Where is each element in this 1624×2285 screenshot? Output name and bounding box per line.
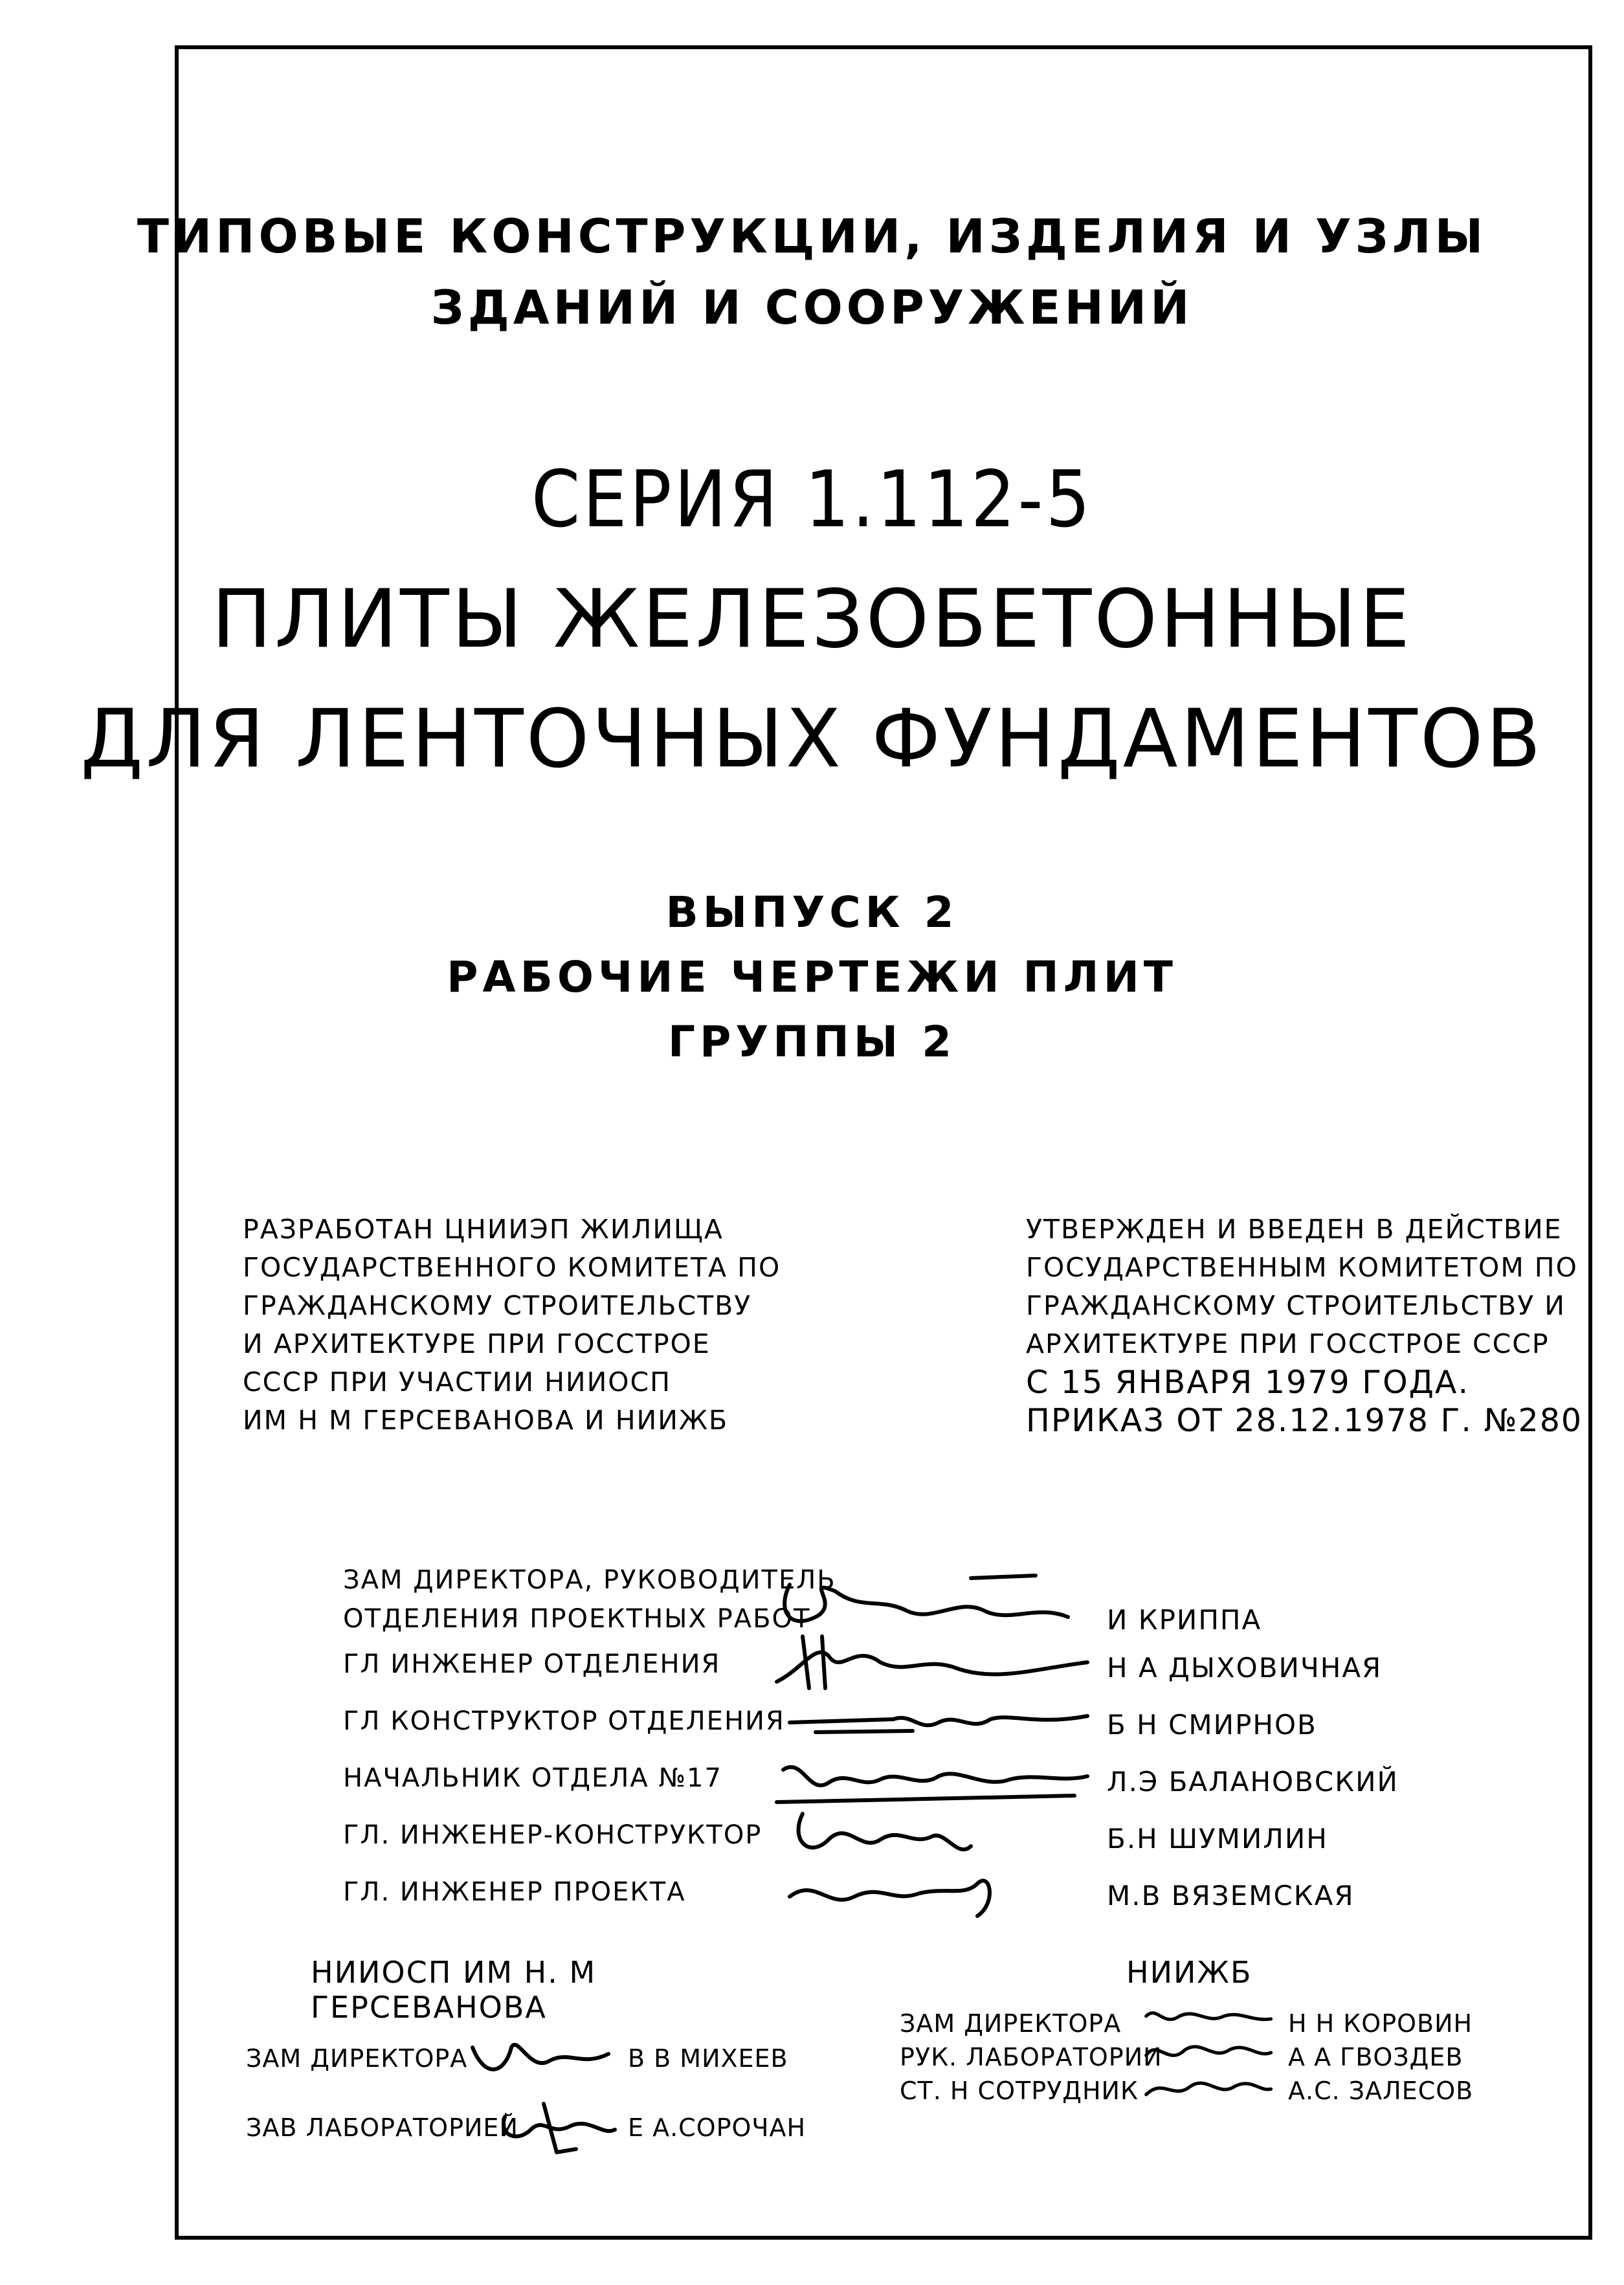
niizhb-block xyxy=(900,1955,1547,2110)
handwritten-signature xyxy=(1133,2067,1282,2106)
handwritten-signature xyxy=(492,2097,647,2156)
developed-line: ГОСУДАРСТВЕННОГО КОМИТЕТА ПО xyxy=(243,1252,781,1283)
signature-role: ГЛ ИНЖЕНЕР ОТДЕЛЕНИЯ xyxy=(343,1649,721,1679)
signature-table xyxy=(343,1565,1476,1934)
series-title-block xyxy=(0,440,1624,799)
issue-subtitle-2: ГРУППЫ 2 xyxy=(667,1017,957,1067)
series-title-line-2: ДЛЯ ЛЕНТОЧНЫХ ФУНДАМЕНТОВ xyxy=(80,693,1544,786)
signature-role: ЗАМ ДИРЕКТОРА xyxy=(900,2009,1122,2038)
issue-number: ВЫПУСК 2 xyxy=(665,887,959,937)
signature-row xyxy=(343,1877,1476,1934)
signature-role: ЗАМ ДИРЕКТОРА, РУКОВОДИТЕЛЬ ОТДЕЛЕНИЯ ПРОЕКТНЫХ РАБОТ xyxy=(343,1565,836,1634)
signatory-name: Л.Э БАЛАНОВСКИЙ xyxy=(1107,1766,1399,1798)
approved-date: С 15 ЯНВАРЯ 1979 ГОДА. xyxy=(1026,1364,1470,1401)
approved-order: ПРИКАЗ ОТ 28.12.1978 Г. №280 xyxy=(1026,1402,1583,1439)
handwritten-signature xyxy=(764,1858,1100,1923)
signature-role: ГЛ КОНСТРУКТОР ОТДЕЛЕНИЯ xyxy=(343,1706,785,1736)
handwritten-signature xyxy=(764,1630,1100,1695)
handwritten-signature xyxy=(466,2028,621,2086)
signatory-name: А.С. ЗАЛЕСОВ xyxy=(1288,2077,1474,2105)
signatory-name: Н Н КОРОВИН xyxy=(1288,2009,1473,2038)
signatory-name: В В МИХЕЕВ xyxy=(628,2044,788,2073)
signature-role: РУК. ЛАБОРАТОРИИ xyxy=(900,2043,1162,2071)
signature-role: ЗАВ ЛАБОРАТОРИЕЙ xyxy=(246,2113,518,2142)
signatory-name: Б Н СМИРНОВ xyxy=(1107,1709,1317,1741)
signature-role: ГЛ. ИНЖЕНЕР ПРОЕКТА xyxy=(343,1877,686,1907)
approved-line: АРХИТЕКТУРЕ ПРИ ГОССТРОЕ СССР xyxy=(1026,1328,1550,1359)
signatory-name: Е А.СОРОЧАН xyxy=(628,2113,806,2142)
institution-title: НИИОСП ИМ Н. М ГЕРСЕВАНОВА xyxy=(311,1955,597,2025)
signatory-name: А А ГВОЗДЕВ xyxy=(1288,2043,1463,2071)
handwritten-signature xyxy=(1133,2033,1282,2072)
issue-block xyxy=(0,880,1624,1075)
signature-row xyxy=(246,2113,829,2167)
header-line-2: ЗДАНИЙ И СООРУЖЕНИЙ xyxy=(430,280,1194,335)
approved-line: ГОСУДАРСТВЕННЫМ КОМИТЕТОМ ПО xyxy=(1026,1252,1578,1283)
approved-line: УТВЕРЖДЕН И ВВЕДЕН В ДЕЙСТВИЕ xyxy=(1026,1214,1563,1245)
signatory-name: Н А ДЫХОВИЧНАЯ xyxy=(1107,1652,1383,1684)
signature-role: ЗАМ ДИРЕКТОРА xyxy=(246,2044,468,2073)
developed-by-block xyxy=(243,1210,781,1440)
signature-role: СТ. Н СОТРУДНИК xyxy=(900,2077,1139,2105)
handwritten-signature xyxy=(764,1801,1100,1866)
catalog-header xyxy=(0,201,1624,343)
developed-line: И АРХИТЕКТУРЕ ПРИ ГОССТРОЕ xyxy=(243,1328,711,1359)
signatory-name: М.В ВЯЗЕМСКАЯ xyxy=(1107,1880,1355,1912)
handwritten-signature xyxy=(1133,2000,1282,2038)
handwritten-signature xyxy=(764,1687,1100,1752)
approved-line: ГРАЖДАНСКОМУ СТРОИТЕЛЬСТВУ И xyxy=(1026,1290,1566,1321)
developed-line: ИМ Н М ГЕРСЕВАНОВА И НИИЖБ xyxy=(243,1405,729,1436)
developed-line: РАЗРАБОТАН ЦНИИЭП ЖИЛИЩА xyxy=(243,1214,724,1245)
developed-line: СССР ПРИ УЧАСТИИ НИИОСП xyxy=(243,1366,671,1398)
signatory-name: Б.Н ШУМИЛИН xyxy=(1107,1823,1328,1855)
niiosp-block xyxy=(246,1955,829,2167)
institution-title: НИИЖБ xyxy=(1126,1955,1252,1990)
issue-subtitle-1: РАБОЧИЕ ЧЕРТЕЖИ ПЛИТ xyxy=(447,952,1177,1002)
signature-role: ГЛ. ИНЖЕНЕР-КОНСТРУКТОР xyxy=(343,1820,762,1850)
signature-row xyxy=(900,2077,1547,2110)
developed-line: ГРАЖДАНСКОМУ СТРОИТЕЛЬСТВУ xyxy=(243,1290,752,1321)
series-number: СЕРИЯ 1.112-5 xyxy=(531,455,1093,545)
signatory-name: И КРИППА xyxy=(1107,1604,1262,1636)
approved-block xyxy=(1026,1210,1583,1440)
signature-row xyxy=(246,2044,829,2097)
signature-role: НАЧАЛЬНИК ОТДЕЛА №17 xyxy=(343,1763,722,1793)
header-line-1: ТИПОВЫЕ КОНСТРУКЦИИ, ИЗДЕЛИЯ И УЗЛЫ xyxy=(137,209,1487,263)
series-title-line-1: ПЛИТЫ ЖЕЛЕЗОБЕТОННЫЕ xyxy=(211,573,1413,666)
handwritten-signature xyxy=(764,1744,1100,1809)
